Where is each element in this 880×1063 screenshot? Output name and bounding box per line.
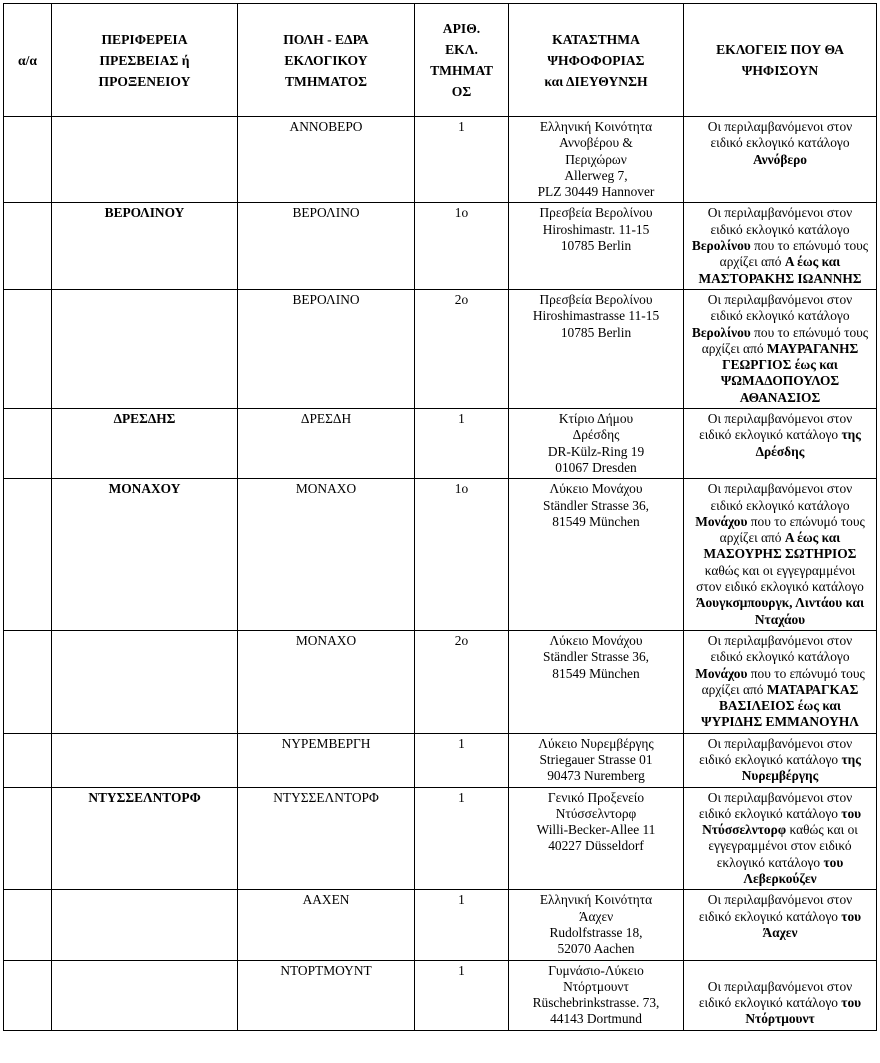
- store-line: Ständler Strasse 36,: [543, 497, 649, 513]
- voters-text: αρχίζει από: [701, 340, 767, 356]
- store-line: Δρέσδης: [572, 427, 620, 443]
- store-line: Λύκειο Μονάχου: [549, 632, 643, 648]
- voters-line: [687, 979, 873, 995]
- header-city: ΠΟΛΗ - ΕΔΡΑ ΕΚΛΟΓΙΚΟΥ ΤΜΗΜΑΤΟΣ: [238, 4, 415, 117]
- cell-region: [52, 289, 238, 408]
- voters-text: Οι περιλαμβανόμενοι στον: [707, 291, 853, 307]
- voters-line: [687, 995, 873, 1011]
- cell-city: ΜΟΝΑΧΟ: [238, 479, 415, 631]
- voters-line: [687, 871, 873, 887]
- voters-line: [687, 682, 873, 698]
- cell-store: [509, 787, 684, 890]
- voters-line: [687, 373, 873, 389]
- cell-store: [509, 409, 684, 479]
- store-line: Rudolfstrasse 18,: [549, 924, 643, 940]
- cell-voters: [684, 409, 877, 479]
- voters-line: [687, 135, 873, 151]
- voters-line: [687, 714, 873, 730]
- voters-line: [687, 838, 873, 854]
- voters-line: [687, 612, 873, 628]
- store-line: Γυμνάσιο-Λύκειο: [548, 962, 644, 978]
- voters-line: [687, 546, 873, 562]
- voters-line: [687, 481, 873, 497]
- store-line: Hiroshimastrasse 11-15: [532, 308, 660, 324]
- voters-text: που το επώνυμό τους: [750, 238, 869, 254]
- cell-store: [509, 630, 684, 733]
- store-line: 44143 Dortmund: [550, 1011, 642, 1027]
- cell-voters: [684, 479, 877, 631]
- voters-line: [687, 205, 873, 221]
- voters-text-bold: του: [841, 805, 862, 821]
- voters-line: [687, 806, 873, 822]
- store-line: Ελληνική Κοινότητα: [539, 892, 653, 908]
- store-line: Λύκειο Μονάχου: [549, 481, 643, 497]
- voters-text: καθώς και οι εγγεγραμμένοι: [704, 562, 856, 578]
- voters-line: [687, 768, 873, 784]
- cell-voters: [684, 289, 877, 408]
- cell-voters: [684, 890, 877, 960]
- voters-text-bold: ΓΕΩΡΓΙΟΣ έως και: [722, 357, 838, 373]
- voters-text: ειδικό εκλογικό κατάλογο: [710, 308, 850, 324]
- voters-line: [687, 649, 873, 665]
- voters-line: [687, 633, 873, 649]
- voters-line: [687, 152, 873, 168]
- cell-number: 1ο: [415, 479, 509, 631]
- voters-line: [687, 222, 873, 238]
- voters-line: [687, 254, 873, 270]
- voters-line: [687, 357, 873, 373]
- voters-text-bold: Μονάχου: [695, 513, 748, 529]
- voters-text-bold: Νταχάου: [754, 611, 806, 627]
- store-line: 10785 Berlin: [560, 238, 632, 254]
- voters-text-bold: του: [841, 995, 862, 1011]
- table-row: [4, 479, 877, 631]
- voters-line: [687, 390, 873, 406]
- voters-line: [687, 855, 873, 871]
- voters-text-bold: Δρέσδης: [755, 443, 805, 459]
- cell-store: [509, 733, 684, 787]
- voters-text-bold: Άαχεν: [762, 924, 798, 940]
- voters-line: [687, 790, 873, 806]
- table-row: [4, 203, 877, 289]
- header-number: ΑΡΙΘ. ΕΚΛ. ΤΜΗΜΑΤ ΟΣ: [415, 4, 509, 117]
- table-row: [4, 409, 877, 479]
- cell-aa: [4, 479, 52, 631]
- header-row: [4, 4, 877, 117]
- voters-line: [687, 563, 873, 579]
- cell-store: [509, 890, 684, 960]
- cell-region: ΒΕΡΟΛΙΝΟΥ: [52, 203, 238, 289]
- voters-text: που το επώνυμό τους: [750, 324, 869, 340]
- store-line: Ständler Strasse 36,: [543, 649, 649, 665]
- voters-line: [687, 736, 873, 752]
- voters-text: καθώς και οι: [786, 822, 858, 838]
- voters-text: Οι περιλαμβανόμενοι στον: [707, 205, 853, 221]
- cell-aa: [4, 787, 52, 890]
- voters-line: [687, 498, 873, 514]
- voters-text-bold: ΜΑΥΡΑΓΑΝΗΣ: [766, 340, 859, 356]
- table-row: [4, 960, 877, 1030]
- table-row: [4, 890, 877, 960]
- table-row: [4, 630, 877, 733]
- table-row: [4, 733, 877, 787]
- cell-voters: [684, 203, 877, 289]
- polling-stations-table: [3, 3, 877, 1031]
- cell-number: 1: [415, 733, 509, 787]
- voters-line: [687, 925, 873, 941]
- store-line: Ντόρτμουντ: [563, 978, 629, 994]
- voters-text-bold: Ντύσσελντορφ: [702, 822, 787, 838]
- voters-text: Οι περιλαμβανόμενοι στον: [707, 632, 853, 648]
- store-line: Κτίριο Δήμου: [558, 411, 634, 427]
- table-header: [4, 4, 877, 117]
- voters-text-bold: του: [823, 854, 844, 870]
- voters-text: ειδικό εκλογικό κατάλογο: [710, 135, 850, 151]
- voters-line: [687, 698, 873, 714]
- voters-text: Οι περιλαμβανόμενοι στον: [707, 411, 853, 427]
- voters-text-bold: Α έως και: [784, 530, 841, 546]
- voters-text: Οι περιλαμβανόμενοι στον: [707, 892, 853, 908]
- cell-region: [52, 890, 238, 960]
- voters-text: ειδικό εκλογικό κατάλογο: [698, 995, 842, 1011]
- store-line: 52070 Aachen: [557, 941, 635, 957]
- voters-text-bold: της: [841, 751, 861, 767]
- cell-number: 1: [415, 890, 509, 960]
- store-line: 81549 München: [552, 513, 640, 529]
- voters-text-bold: Βερολίνου: [691, 238, 751, 254]
- store-line: Περιχώρων: [565, 151, 627, 167]
- store-line: Πρεσβεία Βερολίνου: [539, 205, 653, 221]
- voters-text: εκλογικό κατάλογο: [716, 854, 824, 870]
- store-line: Λύκειο Νυρεμβέργης: [538, 735, 654, 751]
- voters-text-bold: ΨΩΜΑΔΟΠΟΥΛΟΣ: [720, 373, 840, 389]
- cell-voters: [684, 117, 877, 203]
- voters-text: Οι περιλαμβανόμενοι στον: [707, 789, 853, 805]
- voters-line: [687, 892, 873, 908]
- header-aa: α/α: [4, 4, 52, 117]
- voters-text: εγγεγραμμένοι στον ειδικό: [708, 838, 852, 854]
- cell-aa: [4, 203, 52, 289]
- cell-voters: [684, 787, 877, 890]
- cell-aa: [4, 630, 52, 733]
- voters-line: [687, 514, 873, 530]
- cell-city: ΝΥΡΕΜΒΕΡΓΗ: [238, 733, 415, 787]
- cell-store: [509, 203, 684, 289]
- cell-region: [52, 117, 238, 203]
- cell-aa: [4, 409, 52, 479]
- voters-line: [687, 325, 873, 341]
- voters-text-bold: Νυρεμβέργης: [741, 768, 819, 784]
- store-line: Allerweg 7,: [564, 167, 628, 183]
- cell-city: ΑΝΝΟΒΕΡΟ: [238, 117, 415, 203]
- voters-line: [687, 963, 873, 979]
- voters-line: [687, 427, 873, 443]
- store-line: 10785 Berlin: [560, 324, 632, 340]
- voters-text-bold: ΑΘΑΝΑΣΙΟΣ: [739, 389, 821, 405]
- store-line: Willi-Becker-Allee 11: [536, 822, 656, 838]
- voters-line: [687, 341, 873, 357]
- voters-text-bold: ΜΑΤΑΡΑΓΚΑΣ: [766, 681, 859, 697]
- cell-store: [509, 289, 684, 408]
- voters-text: Οι περιλαμβανόμενοι στον: [707, 481, 853, 497]
- voters-line: [687, 909, 873, 925]
- cell-aa: [4, 960, 52, 1030]
- voters-line: [687, 271, 873, 287]
- voters-text: που το επώνυμό τους: [747, 513, 865, 529]
- cell-number: 1: [415, 787, 509, 890]
- voters-text-bold: ΜΑΣΤΟΡΑΚΗΣ ΙΩΑΝΝΗΣ: [698, 270, 862, 286]
- voters-text: ειδικό εκλογικό κατάλογο: [698, 805, 842, 821]
- voters-line: [687, 119, 873, 135]
- voters-line: [687, 595, 873, 611]
- store-line: Hiroshimastr. 11-15: [542, 221, 650, 237]
- cell-city: ΒΕΡΟΛΙΝΟ: [238, 203, 415, 289]
- cell-number: 1: [415, 409, 509, 479]
- store-line: 40227 Düsseldorf: [548, 838, 644, 854]
- voters-line: [687, 308, 873, 324]
- voters-text-bold: ΜΑΣΟΥΡΗΣ ΣΩΤΗΡΙΟΣ: [703, 546, 857, 562]
- store-line: Ντύσσελντορφ: [555, 805, 637, 821]
- cell-number: 1: [415, 117, 509, 203]
- voters-line: [687, 666, 873, 682]
- voters-line: [687, 579, 873, 595]
- store-line: DR-Külz-Ring 19: [547, 443, 645, 459]
- store-line: Striegauer Strasse 01: [539, 751, 653, 767]
- cell-aa: [4, 117, 52, 203]
- voters-text: αρχίζει από: [719, 530, 785, 546]
- cell-region: ΜΟΝΑΧΟΥ: [52, 479, 238, 631]
- store-line: Πρεσβεία Βερολίνου: [539, 291, 653, 307]
- cell-number: 1ο: [415, 203, 509, 289]
- store-line: Rüschebrinkstrasse. 73,: [532, 995, 660, 1011]
- store-line: 90473 Nuremberg: [547, 768, 645, 784]
- voters-text-bold: ΨΥΡΙΔΗΣ ΕΜΜΑΝΟΥΗΛ: [701, 714, 859, 730]
- voters-line: [687, 444, 873, 460]
- header-region: ΠΕΡΙΦΕΡΕΙΑ ΠΡΕΣΒΕΙΑΣ ή ΠΡΟΞΕΝΕΙΟΥ: [52, 4, 238, 117]
- cell-aa: [4, 733, 52, 787]
- cell-voters: [684, 733, 877, 787]
- header-store: ΚΑΤΑΣΤΗΜΑ ΨΗΦΟΦΟΡΙΑΣ και ΔΙΕΥΘΥΝΣΗ: [509, 4, 684, 117]
- voters-text: ειδικό εκλογικό κατάλογο: [699, 751, 842, 767]
- cell-city: ΜΟΝΑΧΟ: [238, 630, 415, 733]
- cell-region: [52, 733, 238, 787]
- voters-text-bold: Βερολίνου: [691, 324, 751, 340]
- store-line: Γενικό Προξενείο: [547, 789, 645, 805]
- voters-text: ειδικό εκλογικό κατάλογο: [710, 497, 850, 513]
- store-line: Άαχεν: [578, 908, 614, 924]
- store-line: PLZ 30449 Hannover: [537, 184, 655, 200]
- cell-region: [52, 630, 238, 733]
- voters-text: Οι περιλαμβανόμενοι στον: [707, 735, 853, 751]
- voters-line: [687, 752, 873, 768]
- voters-text: Οι περιλαμβανόμενοι στον: [707, 119, 853, 134]
- voters-text-bold: Ντόρτμουντ: [745, 1011, 815, 1027]
- voters-text: ειδικό εκλογικό κατάλογο: [710, 649, 850, 665]
- voters-line: [687, 292, 873, 308]
- cell-aa: [4, 890, 52, 960]
- cell-number: 2ο: [415, 289, 509, 408]
- cell-number: 2ο: [415, 630, 509, 733]
- voters-text-bold: Αννόβερο: [753, 151, 807, 167]
- cell-region: ΝΤΥΣΣΕΛΝΤΟΡΦ: [52, 787, 238, 890]
- cell-voters: [684, 960, 877, 1030]
- voters-text-bold: Λεβερκούζεν: [743, 871, 817, 887]
- cell-city: ΝΤΥΣΣΕΛΝΤΟΡΦ: [238, 787, 415, 890]
- voters-line: [687, 1011, 873, 1027]
- cell-city: ΒΕΡΟΛΙΝΟ: [238, 289, 415, 408]
- cell-aa: [4, 289, 52, 408]
- store-line: Ελληνική Κοινότητα: [539, 119, 653, 134]
- voters-text-bold: Α έως και: [784, 254, 841, 270]
- cell-city: ΝΤΟΡΤΜΟΥΝΤ: [238, 960, 415, 1030]
- voters-text: ειδικό εκλογικό κατάλογο: [698, 908, 842, 924]
- voters-line: [687, 411, 873, 427]
- header-voters: ΕΚΛΟΓΕΙΣ ΠΟΥ ΘΑ ΨΗΦΙΣΟΥΝ: [684, 4, 877, 117]
- cell-store: [509, 960, 684, 1030]
- voters-text-bold: ΒΑΣΙΛΕΙΟΣ έως και: [718, 698, 841, 714]
- voters-text: ειδικό εκλογικό κατάλογο: [699, 427, 842, 443]
- cell-region: [52, 960, 238, 1030]
- store-line: 01067 Dresden: [555, 459, 637, 475]
- cell-city: ΔΡΕΣΔΗ: [238, 409, 415, 479]
- table-row: [4, 117, 877, 203]
- cell-number: 1: [415, 960, 509, 1030]
- cell-store: [509, 479, 684, 631]
- store-line: 81549 München: [552, 665, 640, 681]
- voters-text: Οι περιλαμβανόμενοι στον: [707, 978, 853, 994]
- voters-text: αρχίζει από: [701, 681, 767, 697]
- store-line: Αννοβέρου &: [559, 135, 633, 151]
- table-row: [4, 787, 877, 890]
- voters-line: [687, 530, 873, 546]
- voters-line: [687, 238, 873, 254]
- voters-text-bold: του: [841, 908, 862, 924]
- table-row: [4, 289, 877, 408]
- cell-voters: [684, 630, 877, 733]
- cell-region: ΔΡΕΣΔΗΣ: [52, 409, 238, 479]
- table-body: [4, 117, 877, 1031]
- cell-store: [509, 117, 684, 203]
- voters-line: [687, 822, 873, 838]
- voters-text-bold: της: [841, 427, 861, 443]
- voters-text-bold: Μονάχου: [695, 665, 748, 681]
- cell-city: ΑΑΧΕΝ: [238, 890, 415, 960]
- voters-text: στον ειδικό εκλογικό κατάλογο: [696, 579, 864, 595]
- voters-text-bold: Άουγκσμπουργκ, Λιντάου και: [695, 595, 865, 611]
- voters-text: που το επώνυμό τους: [747, 665, 865, 681]
- voters-text: ειδικό εκλογικό κατάλογο: [710, 221, 850, 237]
- voters-text: αρχίζει από: [719, 254, 785, 270]
